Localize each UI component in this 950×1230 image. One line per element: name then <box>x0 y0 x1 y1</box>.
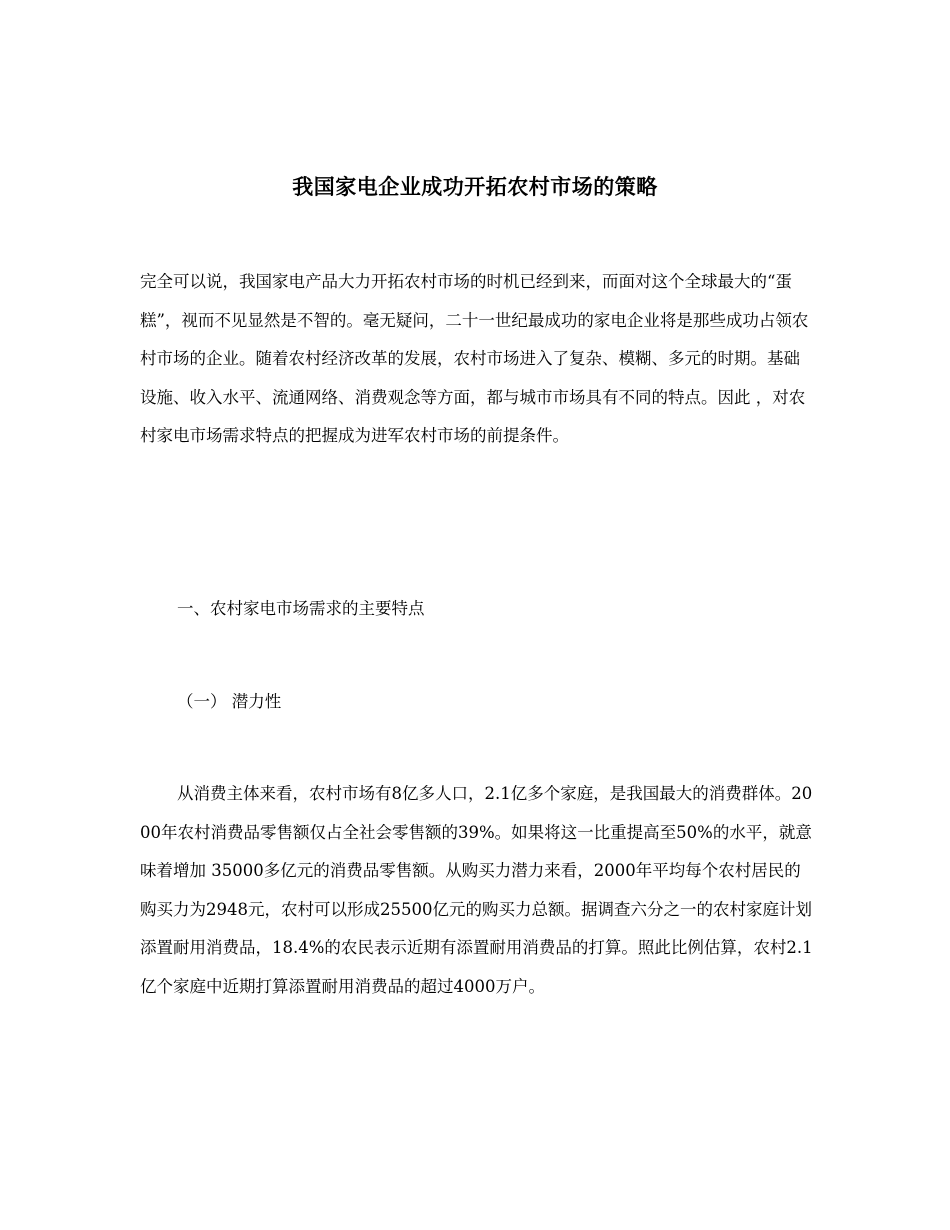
subsection-heading: （一） 潜力性 <box>177 692 282 711</box>
section-heading: 一、农村家电市场需求的主要特点 <box>177 599 425 618</box>
intro-paragraph: 完全可以说，我国家电产品大力开拓农村市场的时机已经到来，而面对这个全球最大的“蛋糕”，视而不见显然是不智的。毫无疑问，二十一世纪最成功的家电企业将是那些成功占领农村市场的企业。随着农村经济改革的发展，农村市场进入了复杂、模糊、多元的时期。基础设施、收入水平、流通网络、消费观念等方面，都与城市市场具有不同的特点。因此 ，对农村家电市场需求特点的把握成为进军农村市场的前提条件。 <box>140 272 809 445</box>
document-title: 我国家电企业成功开拓农村市场的策略 <box>292 174 658 199</box>
body-paragraph: 从消费主体来看，农村市场有8亿多人口，2.1亿多个家庭，是我国最大的消费群体。2000年农村消费品零售额仅占全社会零售额的39%。如果将这一比重提高至50%的水平，就意味着增加 35000多亿元的消费品零售额。从购买力潜力来看，2000年平均每个农村居民的购买力为2948元，农村可以形成25500亿元的购买力总额。据调查六分之一的农村家庭计划添置耐用消费品，18.4%的农民表示近期有添置耐用消费品的打算。照此比例估算，农村2.1亿个家庭中近期打算添置耐用消费品的超过4000万户。 <box>140 784 813 996</box>
